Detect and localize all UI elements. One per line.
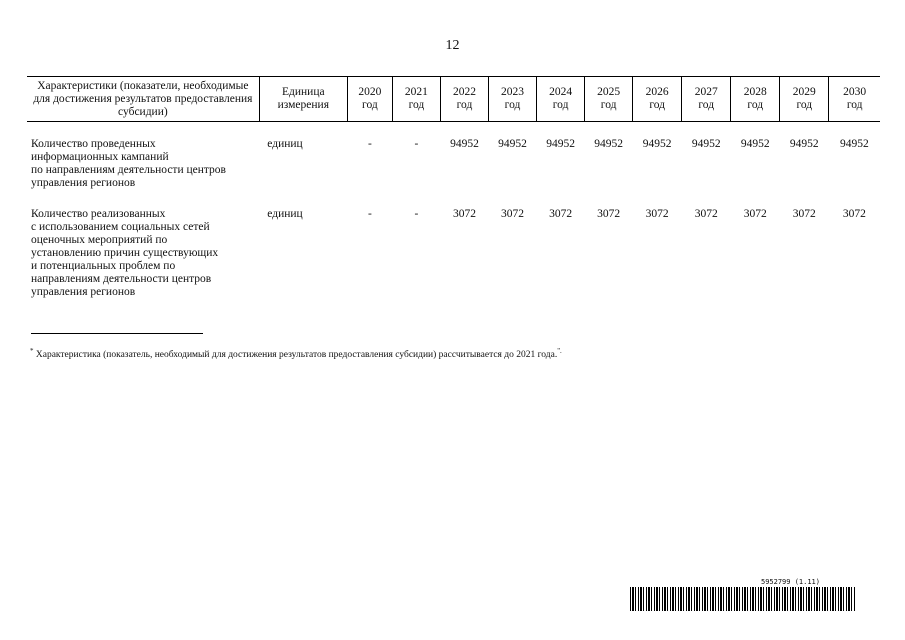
header-year: 2025 год (585, 77, 633, 122)
row-value: 94952 (789, 138, 819, 150)
header-year: 2029 год (780, 77, 829, 122)
footnote-divider (31, 333, 203, 334)
header-year: 2023 год (489, 77, 537, 122)
page-number: 12 (445, 38, 460, 53)
row-value: 94952 (546, 138, 575, 150)
header-year: 2028 год (731, 77, 780, 122)
table-row (27, 208, 880, 299)
table-row (27, 138, 880, 190)
row-value: 94952 (450, 138, 479, 150)
row-name: Количество проведенных информационных кампаний по направлениям деятельности центров управления регионов (31, 138, 226, 189)
header-characteristic: Характеристики (показатели, необходимые для достижения результатов предоставления субсидии) (27, 77, 259, 122)
barcode-icon (630, 587, 856, 611)
row-unit: единиц (267, 138, 303, 150)
header-year: 2021 год (392, 77, 440, 122)
header-year: 2020 год (347, 77, 392, 122)
row-value: 94952 (594, 138, 623, 150)
footnote-text: Характеристика (показатель, необходимый для достижения результатов предоставления субсидии) рассчитывается до 2021 года. (33, 350, 558, 361)
row-value: 3072 (645, 208, 669, 220)
row-value: 3072 (743, 208, 767, 220)
barcode-label: 5952799 (1.11) (760, 578, 820, 586)
row-unit: единиц (267, 208, 303, 220)
row-value: 3072 (452, 208, 476, 220)
footnote-closing: ". (557, 347, 562, 355)
row-value: 94952 (642, 138, 672, 150)
row-value: 3072 (842, 208, 866, 220)
row-value: 3072 (597, 208, 621, 220)
header-year: 2026 год (633, 77, 682, 122)
header-year: 2030 год (829, 77, 880, 122)
indicators-table (27, 76, 880, 299)
row-value: 3072 (694, 208, 718, 220)
row-value: 3072 (501, 208, 525, 220)
header-year: 2022 год (440, 77, 488, 122)
row-value: 3072 (549, 208, 573, 220)
row-value: - (367, 138, 372, 150)
row-value: 94952 (840, 138, 869, 150)
row-value: - (414, 138, 419, 150)
row-value: 94952 (740, 138, 770, 150)
footnote-marker: * (30, 347, 34, 355)
row-value: 3072 (792, 208, 816, 220)
footnote (30, 347, 562, 360)
header-unit: Единица измерения (259, 77, 347, 122)
header-year: 2027 год (682, 77, 731, 122)
barcode (630, 578, 856, 614)
row-value: 94952 (691, 138, 721, 150)
table-header-row (27, 77, 880, 122)
row-value: - (414, 208, 419, 220)
row-value: - (367, 208, 372, 220)
header-year: 2024 год (537, 77, 585, 122)
row-value: 94952 (498, 138, 527, 150)
row-name: Количество реализованных с использованием социальных сетей оценочных мероприятий по установлению причин существующих и потенциальных проблем по направлениям деятельности центров управления регионов (31, 208, 219, 298)
